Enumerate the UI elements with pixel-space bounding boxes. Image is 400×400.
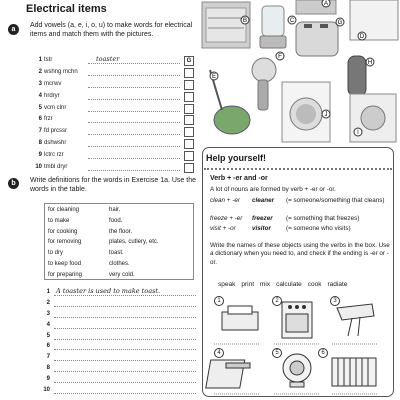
- answer-text: toaster: [96, 55, 120, 63]
- word-bank-item: calculate: [276, 281, 302, 288]
- answer-line[interactable]: [88, 158, 180, 159]
- photo-label: E: [211, 74, 217, 80]
- word-bank-item: mix: [260, 281, 271, 288]
- help-intro: A lot of nouns are formed by verb + -er or -or.: [210, 186, 336, 193]
- answer-line[interactable]: [54, 295, 196, 296]
- answer-line[interactable]: [88, 122, 180, 123]
- exercise-a-badge: a: [8, 24, 19, 35]
- table-left-column: for cleaning to make for cooking for removing to dry to keep food for preparing: [48, 207, 83, 278]
- list-item: 4: [40, 320, 196, 331]
- cooker-image: [282, 302, 312, 338]
- object-number: 1: [214, 296, 224, 306]
- match-box[interactable]: [184, 80, 194, 90]
- exercise-b-instruction: Write definitions for the words in Exercise 1a. Use the words in the table.: [30, 177, 197, 193]
- answer-line[interactable]: [54, 349, 196, 350]
- answer-line[interactable]: [88, 111, 180, 112]
- answer-line[interactable]: [54, 382, 196, 383]
- list-item: 8 dshwshr: [30, 138, 196, 150]
- answer-line[interactable]: [54, 339, 196, 340]
- photo-label: D: [359, 34, 365, 40]
- printer-image: [222, 306, 258, 330]
- exercise-a-list: [30, 55, 196, 174]
- match-box[interactable]: [184, 104, 194, 114]
- answer-line[interactable]: [88, 146, 180, 147]
- object-number: 2: [272, 296, 282, 306]
- word-bank-item: cook: [307, 281, 322, 288]
- list-item: 7 fd prcssr: [30, 126, 196, 138]
- answer-line[interactable]: [54, 306, 196, 307]
- dishwasher-image: [202, 2, 250, 48]
- page-title: Electrical items: [26, 3, 107, 15]
- exercise-b-answers: [40, 287, 196, 396]
- answer-line[interactable]: [88, 87, 180, 88]
- photo-label: C: [289, 18, 295, 24]
- mixer-image: [337, 304, 374, 336]
- radiator-image: [332, 358, 376, 386]
- example-row: freeze + -er freezer (= something that freezes): [210, 215, 360, 222]
- table-right-column: hair. food. the floor. plates, cutlery, etc. toast. clothes. very cold.: [109, 207, 159, 278]
- photo-label: H: [367, 60, 373, 66]
- food-processor-image: [260, 6, 286, 48]
- object-number: 6: [318, 348, 328, 358]
- help-task: Write the names of these objects using the verbs in the box. Use a dictionary when you need to, and check if the ending is -er or -or.: [210, 242, 390, 266]
- freezer-image: [350, 0, 398, 40]
- answer-line[interactable]: [54, 317, 196, 318]
- photo-label: B: [242, 18, 248, 24]
- answer-line[interactable]: [54, 371, 196, 372]
- answer-line[interactable]: [88, 75, 180, 76]
- answer-line[interactable]: [88, 134, 180, 135]
- match-box[interactable]: [184, 151, 194, 161]
- object-number: 4: [214, 348, 224, 358]
- answer-line[interactable]: [88, 99, 180, 100]
- photo-label: G: [337, 20, 343, 26]
- list-item: 10 tmbl dryr: [30, 162, 196, 174]
- electric-razor-image: [348, 56, 366, 96]
- match-box[interactable]: [184, 92, 194, 102]
- word-bank-item: speak: [218, 281, 236, 288]
- answer-line[interactable]: [88, 63, 180, 64]
- match-box[interactable]: [184, 163, 194, 173]
- list-item: 9 lctrc rzr: [30, 150, 196, 162]
- word-bank-item: print: [241, 281, 255, 288]
- exercise-b-badge: b: [8, 178, 19, 189]
- object-number: 3: [330, 296, 340, 306]
- answer-text: A toaster is used to make toast.: [56, 287, 161, 295]
- object-number: 5: [272, 348, 282, 358]
- toaster-image: [296, 22, 338, 56]
- match-box[interactable]: [184, 68, 194, 78]
- answer-line[interactable]: [54, 393, 196, 394]
- match-box[interactable]: [184, 127, 194, 137]
- answer-line[interactable]: [88, 170, 180, 171]
- list-item: 6 frzr: [30, 114, 196, 126]
- appliance-photos: [200, 0, 400, 145]
- list-item: 2 wshng mchn: [30, 67, 196, 79]
- help-examples: [210, 197, 390, 235]
- list-item: 5 vcm clnr: [30, 103, 196, 115]
- help-subheading: Verb + -er and -or: [210, 175, 268, 182]
- match-box[interactable]: [184, 115, 194, 125]
- answer-line[interactable]: [54, 328, 196, 329]
- help-heading: Help yourself!: [206, 153, 267, 163]
- word-bank: [218, 281, 353, 288]
- list-item: 2: [40, 298, 196, 309]
- word-bank-item: radiate: [327, 281, 348, 288]
- photo-label: F: [278, 54, 282, 60]
- match-box[interactable]: [184, 139, 194, 149]
- list-item: 8: [40, 363, 196, 374]
- list-item: 1 A toaster is used to make toast.: [40, 287, 196, 298]
- match-box[interactable]: G: [184, 56, 194, 66]
- calculator-image: [206, 360, 250, 388]
- example-row: clean + -er cleaner (= someone/something that cleans): [210, 197, 385, 204]
- list-item: 5: [40, 331, 196, 342]
- photo-label: J: [324, 112, 328, 118]
- list-item: 6: [40, 341, 196, 352]
- answer-line[interactable]: [54, 360, 196, 361]
- hairdryer-image: [252, 58, 276, 110]
- list-item: 3: [40, 309, 196, 320]
- list-item: 4 hrdryr: [30, 91, 196, 103]
- list-item: 1 tstr toaster G: [30, 55, 196, 67]
- list-item: 3 mcrwv: [30, 79, 196, 91]
- definitions-table: [44, 203, 194, 280]
- photo-label: I: [357, 130, 359, 136]
- objects-illustrations: [202, 296, 392, 396]
- list-item: 9: [40, 374, 196, 385]
- speaker-image: [283, 354, 311, 387]
- exercise-a-instruction: Add vowels (a, e, i, o, u) to make words for electrical items and match them with the pictures.: [30, 22, 193, 38]
- dotted-divider: [204, 168, 392, 170]
- example-row: visit + -or visitor (= someone who visits): [210, 225, 351, 232]
- list-item: 7: [40, 352, 196, 363]
- list-item: 10: [40, 385, 196, 396]
- photo-label: A: [323, 1, 329, 7]
